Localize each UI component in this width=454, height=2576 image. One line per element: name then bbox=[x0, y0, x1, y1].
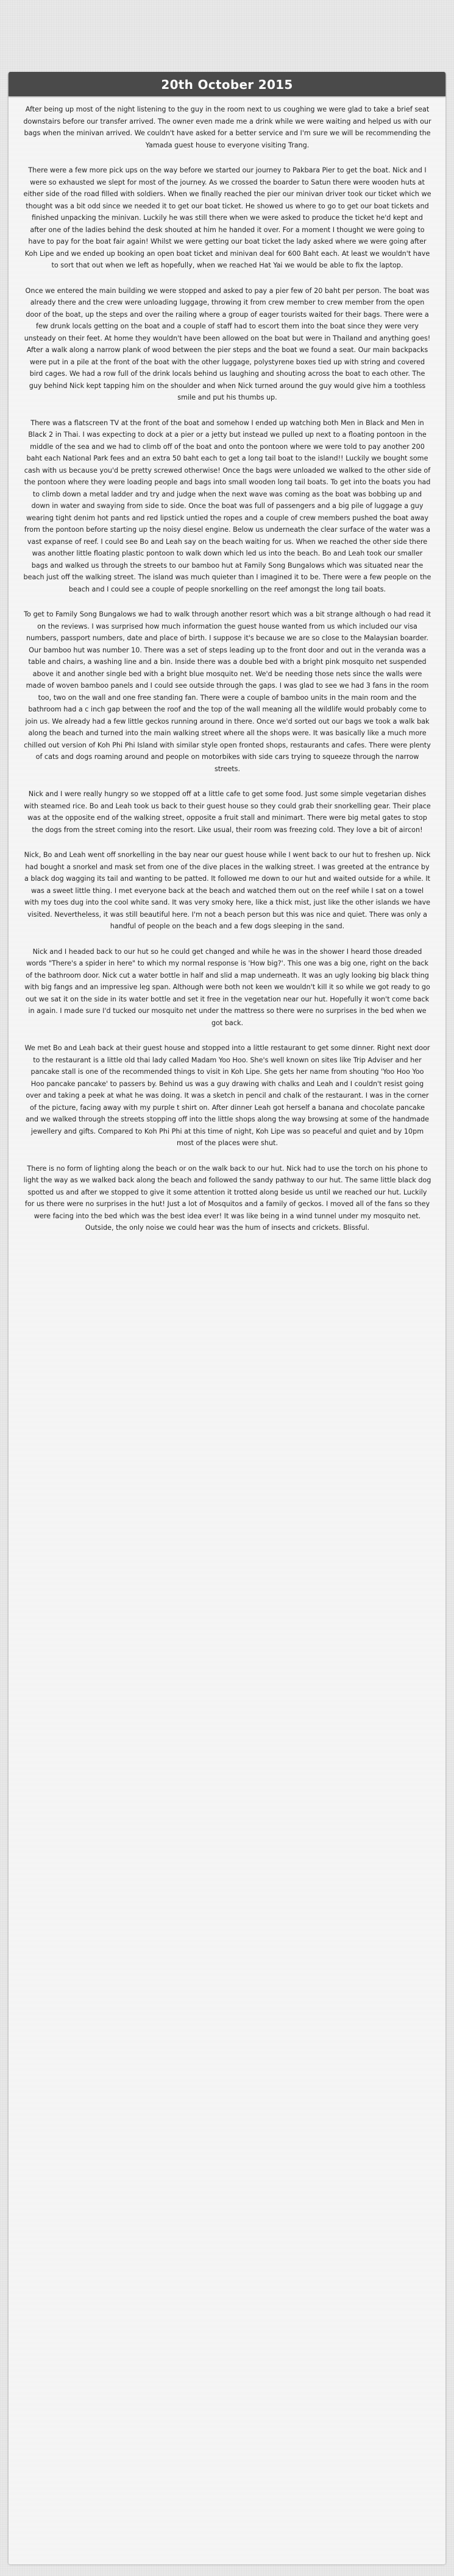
entry-paragraph: There is no form of lighting along the beach or on the walk back to our hut. Nick had to use the torch on his phone to light the way as we walked back along the beach and followed the sandy pathway to our hut. The same little black dog spotted us and after we stopped to give it some attention it trotted along beside us until we reached our hut. Luckily for us there were no surprises in the hut! Just a lot of Mosquitos and a family of geckos. I moved all of the fans so they were facing into the bed which was the best idea ever! It was like being in a wind tunnel under my mosquito net. Outside, the only noise we could hear was the hum of insects and crickets. Blissful. bbox=[23, 1164, 431, 1232]
entry-paragraph: After being up most of the night listening to the guy in the room next to us coughing we were glad to take a brief seat downstairs before our transfer arrived. The owner even made me a drink while we were waiting and helped us with our bags when the minivan arrived. We couldn't have asked for a better service and I'm sure we will be recommending the Yamada guest house to everyone visiting Trang. bbox=[23, 105, 431, 149]
entry-paragraph: To get to Family Song Bungalows we had to walk through another resort which was a bit strange although o had read it on the reviews. I was surprised how much information the guest house wanted from us which included our visa numbers, passport numbers, date and place of birth. I suppose it's because we are so close to the Malaysian boarder. Our bamboo hut was number 10. There was a set of steps leading up to the front door and out in the veranda was a table and chairs, a washing line and a bin. Inside there was a double bed with a bright pink mosquito net suspended above it and another single bed with a bright blue mosquito net. We'd be needing those nets since the walls were made of woven bamboo panels and I could see outside through the gaps. I was glad to see we had 3 fans in the room too, two on the wall and one free standing fan. There were a couple of bamboo units in the main room and the bathroom had a c inch gap between the roof and the top of the wall meaning all the wildlife would probably come to join us. We already had a few little geckos running around in there. Once we'd sorted out our bags we took a walk bak along the beach and turned into the main walking street where all the shops were. It was basically like a much more chilled out version of Koh Phi Phi Island with similar style open fronted shops, restaurants and cafes. There were plenty of cats and dogs roaming around and people on motorbikes with side cars trying to squeeze through the narrow streets. bbox=[24, 610, 431, 773]
entry-body bbox=[23, 104, 431, 1247]
entry-paragraph: Once we entered the main building we were stopped and asked to pay a pier few of 20 baht per person. The boat was already there and the crew were unloading luggage, throwing it from crew member to crew member from the open door of the boat, up the steps and over the railing where a group of eager tourists waited for their bags. There were a few drunk locals getting on the boat and a couple of staff had to escort them into the boat since they were very unsteady on their feet. At home they wouldn't have been allowed on the boat but were in Thailand and anything goes! After a walk along a narrow plank of wood between the pier steps and the boat we found a seat. Our main backpacks were put in a pile at the front of the boat with the other luggage, polystyrene boxes tied up with string and covered bird cages. We had a row full of the drink locals behind us laughing and shouting across the boat to each other. The guy behind Nick kept tapping him on the shoulder and when Nick turned around the guy would give him a toothless smile and put his thumbs up. bbox=[24, 286, 431, 401]
entry-paragraph: Nick, Bo and Leah went off snorkelling in the bay near our guest house while I went back to our hut to freshen up. Nick had bought a snorkel and mask set from one of the dive places in the walking street. I was greeted at the entrance by a black dog wagging its tail and wanting to be patted. It followed me down to our hut and waited outside for a while. It was a sweet little thing. I met everyone back at the beach and watched them out on the reef while I sat on a towel with my toes dug into the cool white sand. It was very smoky here, like a thick mist, just like the other islands we have visited. Nevertheless, it was still beautiful here. I'm not a beach person but this was nice and quiet. There was only a handful of people on the beach and a few dogs sleeping in the sand. bbox=[24, 851, 431, 930]
entry-date-title: 20th October 2015 bbox=[161, 77, 293, 92]
entry-paragraph: Nick and I headed back to our hut so he could get changed and while he was in the shower I heard those dreaded words "There's a spider in here" to which my normal response is 'How big?'. This one was a big one, right on the back of the bathroom door. Nick cut a water bottle in half and slid a map underneath. It was an ugly looking big black thing with big fangs and an impressive leg span. Although were both not keen we wouldn't kill it so while we got ready to go out we sat it on the side in its water bottle and set it free in the vegetation near our hut. Hopefully it won't come back in again. I made sure I'd tucked our mosquito net under the mattress so there were no surprises in the bed when we got back. bbox=[24, 947, 430, 1027]
entry-title-bar bbox=[9, 72, 445, 96]
entry-paragraph: There was a flatscreen TV at the front of the boat and somehow I ended up watching both Men in Black and Men in Black 2 in Thai. I was expecting to dock at a pier or a jetty but instead we pulled up next to a floating pontoon in the middle of the sea and we had to climb off of the boat and onto the pontoon where we were told to pay another 200 baht each National Park fees and an extra 50 baht each to get a long tail boat to the island!! Luckily we bought some cash with us because you'd be pretty screwed otherwise! Once the bags were unloaded we walked to the other side of the pontoon where they were loading people and bags into small wooden long tail boats. To get into the boats you had to climb down a metal ladder and try and judge when the next wave was coming as the boat was bobbing up and down in water and swaying from side to side. Once the boat was full of passengers and a big pile of luggage a guy wearing tight denim hot pants and red lipstick untied the ropes and a couple of crew members pushed the boat away from the pontoon before starting up the noisy diesel engine. Below us underneath the clear surface of the water was a vast expanse of reef. I could see Bo and Leah say on the beach waiting for us. When we reached the other side there was another little floating plastic pontoon to walk down which led us into the beach. Bo and Leah took our smaller bags and walked us through the streets to our bamboo hut at Family Song Bungalows which was situated near the beach just off the walking street. The island was much quieter than I imagined it to be. There were a few people on the beach and I could see a couple of people snorkelling on the reef amongst the long tail boats. bbox=[23, 418, 431, 593]
entry-paragraph: We met Bo and Leah back at their guest house and stopped into a little restaurant to get some dinner. Right next door to the restaurant is a little old thai lady called Madam Yoo Hoo. She's well known on sites like Trip Adviser and her pancake stall is one of the recommended things to visit in Koh Lipe. She gets her name from shouting 'Yoo Hoo Yoo Hoo pancake pancake' to passers by. Behind us was a guy drawing with chalks and Leah and I couldn't resist going over and taking a peek at what he was doing. It was a sketch in pencil and chalk of the restaurant. I was in the corner of the picture, facing away with my purple t shirt on. After dinner Leah got herself a banana and chocolate pancake and we walked through the streets stopping off into the little shops along the way browsing at some of the handmade jewellery and gifts. Compared to Koh Phi Phi at this time of night, Koh Lipe was so peaceful and quiet and by 10pm most of the places were shut. bbox=[24, 1044, 430, 1147]
entry-paragraph: Nick and I were really hungry so we stopped off at a little cafe to get some food. Just some simple vegetarian dishes with steamed rice. Bo and Leah took us back to their guest house so they could grab their snorkelling gear. Their place was at the opposite end of the walking street, opposite a fruit stall and minimart. There were big metal gates to stop the dogs from the street coming into the resort. Like usual, their room was freezing cold. They love a bit of aircon! bbox=[24, 790, 431, 834]
entry-paragraph: There were a few more pick ups on the way before we started our journey to Pakbara Pier to get the boat. Nick and I were so exhausted we slept for most of the journey. As we crossed the boarder to Satun there were wooden huts at either side of the road filled with soldiers. When we finally reached the pier our minivan driver took our ticket which we thought was a bit odd since we needed it to get our boat ticket. He showed us where to go to get our boat tickets and finished unpacking the minivan. Luckily he was still there when we were asked to produce the ticket he'd kept and after one of the ladies behind the desk shouted at him he handed it over. For a moment I thought we were going to have to pay for the boat fair again! Whilst we were getting our boat ticket the lady asked where we were going after Koh Lipe and we ended up booking an open boat ticket and minivan deal for 600 Baht each. At least we wouldn't have to sort that out when we left as hopefully, when we reached Hat Yai we would be able to fix the laptop. bbox=[23, 166, 431, 269]
